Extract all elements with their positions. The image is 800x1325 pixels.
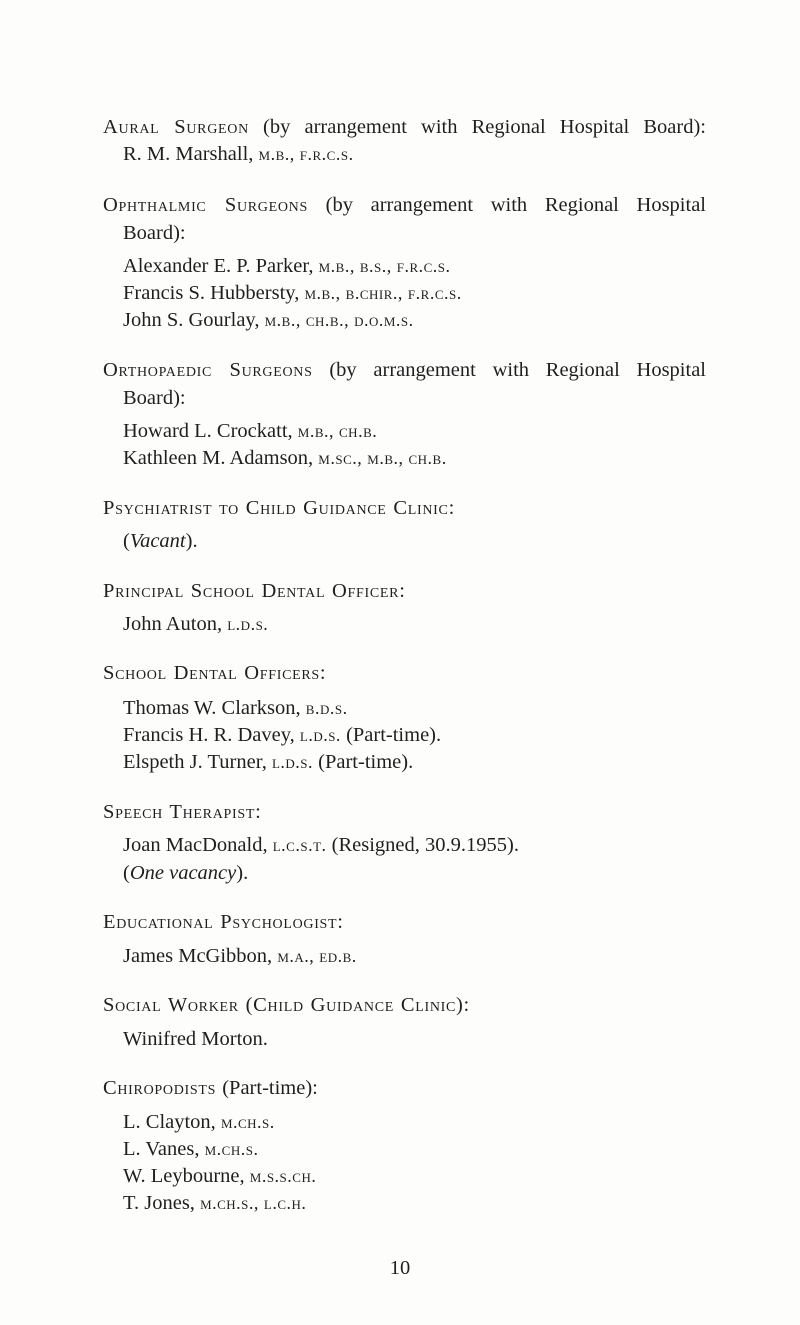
- section-heading-educational-psychologist: Educational Psychologist:: [103, 911, 344, 933]
- section-heading-speech-therapist: Speech Therapist:: [103, 801, 262, 823]
- entry-line: L. Vanes, m.ch.s.: [123, 1138, 259, 1160]
- entry-line: Howard L. Crockatt, m.b., ch.b.: [123, 420, 378, 442]
- entry-line: Kathleen M. Adamson, m.sc., m.b., ch.b.: [123, 447, 447, 469]
- entry-line: L. Clayton, m.ch.s.: [123, 1111, 275, 1133]
- entry-line: Joan MacDonald, l.c.s.t. (Resigned, 30.9.1955).: [123, 834, 519, 856]
- entry-line: Alexander E. P. Parker, m.b., b.s., f.r.c.s.: [123, 255, 451, 277]
- entry-line: Thomas W. Clarkson, b.d.s.: [123, 697, 348, 719]
- entry-line: (Vacant).: [123, 530, 198, 552]
- section-heading-orthopaedic-surgeons: Orthopaedic Surgeons (by arrangement with Regional Hospital: [103, 359, 706, 381]
- section-heading-aural-surgeon: Aural Surgeon (by arrangement with Regional Hospital Board):: [103, 116, 706, 138]
- section-heading-chiropodists: Chiropodists (Part-time):: [103, 1077, 318, 1099]
- entry-line: James McGibbon, m.a., ed.b.: [123, 945, 357, 967]
- entry-line: R. M. Marshall, m.b., f.r.c.s.: [123, 143, 354, 165]
- entry-line: Francis S. Hubbersty, m.b., b.chir., f.r.c.s.: [123, 282, 462, 304]
- entry-line: (One vacancy).: [123, 862, 249, 884]
- section-heading-ophthalmic-surgeons: Ophthalmic Surgeons (by arrangement with Regional Hospital: [103, 194, 706, 216]
- section-heading-psychiatrist: Psychiatrist to Child Guidance Clinic:: [103, 497, 455, 519]
- section-heading-continuation: Board):: [123, 222, 186, 244]
- entry-line: Winifred Morton.: [123, 1028, 268, 1050]
- section-heading-social-worker: Social Worker (Child Guidance Clinic):: [103, 994, 470, 1016]
- entry-line: Elspeth J. Turner, l.d.s. (Part-time).: [123, 751, 414, 773]
- entry-line: John Auton, l.d.s.: [123, 613, 269, 635]
- page-number: 10: [389, 1257, 411, 1279]
- entry-line: Francis H. R. Davey, l.d.s. (Part-time).: [123, 724, 442, 746]
- section-heading-school-dental-officers: School Dental Officers:: [103, 662, 327, 684]
- entry-line: John S. Gourlay, m.b., ch.b., d.o.m.s.: [123, 309, 414, 331]
- section-heading-principal-dental-officer: Principal School Dental Officer:: [103, 580, 406, 602]
- entry-line: W. Leybourne, m.s.s.ch.: [123, 1165, 317, 1187]
- entry-line: T. Jones, m.ch.s., l.c.h.: [123, 1192, 307, 1214]
- section-heading-continuation: Board):: [123, 387, 186, 409]
